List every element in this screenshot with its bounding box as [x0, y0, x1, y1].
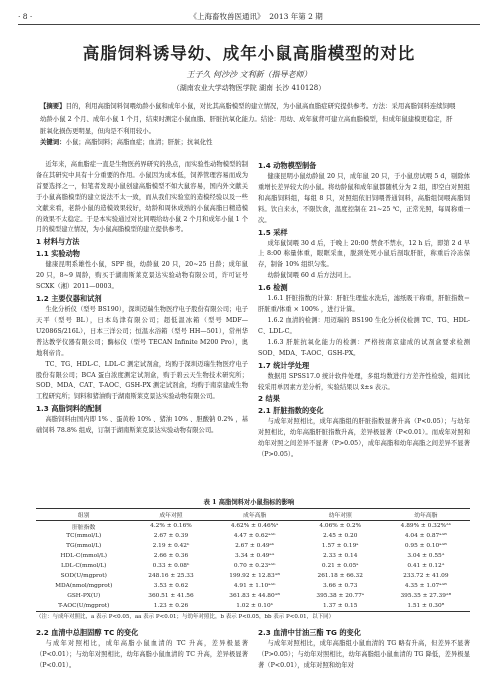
table-row-label: SOD(U/mgprot): [60, 573, 107, 579]
table-cell: 395.35 ± 27.39ᴬᴮ: [400, 593, 452, 599]
subsection-heading: 2.2 血清中总胆固醇 TC 的变化: [36, 628, 139, 637]
intro-paragraph: 近年来，高血脂症一直是生物医药界研究的热点，而实验性动物模型的制备在其研究中具有十分重要的作用。小鼠因为成本低，饲养管理容易而成为首要选择之一，但笔者发现小鼠创建高脂模型不如大鼠容易，国内外文献关于小鼠高脂模型的建立说法不太一致，而从我们实验室的造模经验以及一些文献来看，老龄小鼠的造模效果较好，幼龄和周休成熟的小鼠高脂日精造模的效果不太稳定。于是本实验通过对比同喂给幼小鼠 2 个月和成年小鼠 1 个月的模型建立情况，为小鼠高脂模型的建立提供参考。: [36, 161, 248, 234]
table-cell: 2.45 ± 0.20: [323, 533, 358, 539]
journal-issue: 《上海畜牧兽医通讯》 2013 年第 2 期: [189, 11, 323, 21]
running-header: [18, 10, 480, 22]
page-number: · 8 ·: [18, 11, 33, 21]
paragraph: 健康昆明小鼠幼龄鼠 20 只，成年鼠 20 只，于小鼠房试喂 5 d，剔除体重增长差异较大的小鼠。将幼龄鼠和成年鼠都随机分为 2 组，即空白对照组和高脂饲料组，每组 8 只，对照组依旧饲喂普通饲料，高脂组饲喂高脂饲料。饮自来水，不限饮食，温度控制在 21~25 ℃，正常光照，每周称重一次。: [258, 173, 470, 224]
subsection-heading: 1.2 主要仪器和试剂: [36, 294, 102, 304]
table-cell: 0.33 ± 0.08ᵇ: [152, 563, 190, 569]
table-cell: 4.89% ± 0.32%ᴬᵇ: [400, 523, 451, 529]
paragraph: 高脂饲料由国内即 1% 、蛋黄粉 10% 、猪油 10% 、胆酸钠 0.2% ，基础饲料 78.8% 组成，订制于湖南斯莱克景达实验动物有限公司。: [36, 416, 248, 435]
subsection-heading: 2.3 血清中甘油三酯 TG 的变化: [258, 628, 361, 637]
subsection-heading: 1.3 高脂饲料的配制: [36, 404, 102, 414]
keywords-label: 关键词：: [40, 138, 66, 146]
abstract: [40, 100, 458, 138]
table-cell: 0.95 ± 0.10ᵃᴬᴮ: [404, 543, 447, 549]
table-row-label: GSH-PX(U): [67, 593, 101, 599]
table-row: [36, 601, 470, 612]
subsection-heading: 1.1 实验动物: [36, 249, 80, 259]
section-heading: 1 材料与方法: [36, 237, 80, 247]
table-cell: 4.04 ± 0.87ᵃᴬᴮ: [404, 533, 447, 539]
table-cell: 1.37 ± 0.15: [299, 601, 382, 612]
table-cell: 3.34 ± 0.49ᵃᴬ: [235, 553, 275, 559]
table-cell: 4.47 ± 0.62ᵃᴬᵇ: [233, 533, 276, 539]
table-cell: 4.62% ± 0.46%ᵃ: [230, 523, 279, 529]
table-cell: 2.67 ± 0.49ᵃᵇ: [235, 543, 275, 549]
table-cell: 4.2% ± 0.16%: [150, 523, 192, 529]
table-cell: 1.02 ± 0.10ᵇ: [210, 601, 298, 612]
paragraph: 与成年对照相比，成年高脂组的肝脏指数显著升高（P<0.05）；与幼年对照相比，幼年高脂肝脏指数升高，差异极显著（P<0.01）。而成年对照和幼年对照之间差异不显著（P>0.05），成年高脂和幼年高脂之间差异不显著（P>0.05）。: [258, 418, 470, 459]
table-row: [36, 541, 470, 551]
authors: 王子久 何沙沙 文利新（指导老师）: [186, 70, 312, 79]
table-cell: 0.41 ± 0.12ᴬ: [407, 563, 445, 569]
section-heading: 2 结果: [258, 394, 280, 404]
table-row: [36, 591, 470, 601]
table-row-label: TC(mmol/L): [66, 533, 102, 539]
paragraph: 成年鼠饲喂 30 d 后，于晚上 20:00 禁食不禁水，12 h 后，即第 2 d 早上 8:00 称量体重，眼眶采血，脱颈处死小鼠后剖取肝脏，称重后冷冻保存，制备 10% 组织匀浆。: [258, 239, 470, 269]
table-row: [36, 581, 470, 591]
table-cell: 199.92 ± 12.83ᴬᴮ: [229, 573, 280, 579]
table-cell: 4.06% ± 0.2%: [319, 523, 362, 529]
subsection-heading: 2.1 肝脏指数的变化: [258, 406, 324, 416]
affiliation: （湖南农业大学动物医学院 湖南 长沙 410128）: [172, 84, 326, 92]
table-cell: 2.66 ± 0.36: [153, 553, 189, 559]
table-cell: 2.19 ± 0.42ᵇ: [152, 543, 190, 549]
table-cell: 0.70 ± 0.23ᵃᴬᵇ: [233, 563, 276, 569]
subsection-heading: 1.4 动物模型制备: [258, 161, 317, 170]
abstract-label: 【摘要】: [40, 102, 66, 110]
table-row-label: T-AOC(U/mgprot): [36, 601, 131, 612]
paragraph: 与成年对照相比，成年高脂组小鼠血清的 TG 略有升高，但差异不显著（P>0.05）；与幼年对照相比，幼年高脂组小鼠血清的 TG 降低，差异极显著（P<0.01），成年对照和幼年对: [258, 640, 470, 669]
table-row: [36, 561, 470, 571]
paragraph: 1.6.2 血清的检测：用迈瑞的 BS190 生化分析仪检测 TC、TG、HDL-C、LDL-C。: [258, 316, 470, 335]
table-cell: 3.04 ± 0.55ᴬ: [407, 553, 445, 559]
table-cell: 3.53 ± 0.62: [153, 583, 189, 589]
abstract-text: 目的，利用高脂饲料饲喂幼龄小鼠和成年小鼠，对比其高脂模型的建立情况，为小鼠高血脂症研究提供参考。方法：采用高脂饲料连续饲喂幼龄小鼠 2 个月、成年小鼠 1 个月，结束时测定小鼠血脂、肝脏抗氧化能力。结论：用幼、成年鼠背可建立高血脂模型，但成年鼠建模更稳定，肝脏氧化损伤更明显，但肉是不利用较小。: [40, 102, 456, 136]
paragraph: 生化分析仪（型号 BS190），深圳迈瑞生物医疗电子股份有限公司；电子天平（型号 BL），日本岛津有限公司；超低温冰箱（型号 MDF—U2086S/216L），日本三洋公司；恒温水浴箱（型号 HH—501），常州华普达教学仪器有限公司；酶标仪（型号 TECAN Infinite M200 Pro），奥地利帝肯。: [36, 306, 248, 357]
keywords-text: 小鼠；高脂饲料；高脂血症；血清；肝脏；抗氧化性: [65, 138, 213, 146]
table-header-row: [36, 509, 470, 521]
paragraph: 1.6.3 肝脏抗氧化能力的检测：严格按南京建成的试剂盒要求检测 SOD、MDA、T-AOC、GSH-PX。: [258, 338, 470, 357]
right-column: [258, 160, 470, 461]
table-row-label: TG(mmol/L): [66, 543, 102, 549]
article-title: 高脂饲料诱导幼、成年小鼠高脂模型的对比: [82, 44, 416, 63]
table-row: [36, 531, 470, 541]
results-table: [36, 508, 470, 612]
table-title: 表 1 高脂饲料对小鼠指标的影响: [203, 499, 295, 506]
keywords: [40, 137, 458, 146]
table-cell: 360.51 ± 41.56: [148, 593, 194, 599]
paragraph: TC、TG、HDL-C、LDL-C 测定试剂盒，均购于深圳迈瑞生物医疗电子股份有限公司；BCA 蛋白浓度测定试剂盒，购于碧云天生物技术研究所；SOD、MDA、CAT、T-AOC、GSH-PX 测定试剂盒，均购于南京建成生物工程研究所；饲料和猪油购于湖南斯莱克景达实验动物有限公司。: [36, 360, 248, 401]
table-cell: 2.33 ± 0.14: [323, 553, 358, 559]
table-row-label: MDA(nmol/mgprot): [55, 583, 113, 589]
table-cell: 4.91 ± 1.10ᵃᴬᵇ: [233, 583, 276, 589]
table-header: 幼年对照: [299, 509, 382, 521]
header-rule: [18, 24, 480, 25]
table-header: 成年高脂: [210, 509, 298, 521]
table-row: [36, 571, 470, 581]
table-cell: 2.67 ± 0.39: [153, 533, 189, 539]
table-cell: 361.83 ± 44.80ᴬᴮ: [229, 593, 280, 599]
table-header: 幼年高脂: [382, 509, 470, 521]
table-cell: 4.35 ± 1.07ᵃᴬᴮ: [404, 583, 447, 589]
table-cell: 261.18 ± 66.32: [317, 573, 363, 579]
table-cell: 1.57 ± 0.19ᵃ: [321, 543, 359, 549]
table-cell: 3.66 ± 0.73: [323, 583, 358, 589]
subsection-heading: 1.7 统计学处理: [258, 360, 310, 370]
table-row-label: HDL-C(mmol/L): [60, 553, 108, 559]
table-row-label: 肝脏指数: [72, 524, 96, 531]
paragraph: 数据用 SPSS17.0 统计软件处理，多组均数进行方差齐性检验，组间比较采用单因素方差分析，实验结果以 x̄±s 表示。: [258, 372, 470, 391]
bottom-left-column: [36, 627, 248, 672]
table-row: [36, 551, 470, 561]
paragraph: 健康昆明系雄性小鼠，SPF 级，幼龄鼠 20 只，20~25 日龄；成年鼠 20 只，8~9 周龄，购买于湖南斯莱克景达实验动物有限公司，许可证号 SCXK（湘）2011—0003。: [36, 261, 248, 291]
table-cell: 395.38 ± 20.77ᵃ: [316, 593, 365, 599]
subsection-heading: 1.6 检测: [258, 283, 288, 293]
table-cell: 233.72 ± 41.09: [403, 573, 449, 579]
table-cell: 1.23 ± 0.26: [131, 601, 210, 612]
table-cell: 248.16 ± 25.33: [148, 573, 194, 579]
table-cell: 0.21 ± 0.05ᵃ: [321, 563, 359, 569]
paragraph: 1.6.1 肝脏指数的计算：肝脏生理盐水洗后，滤纸吸干称重，肝脏指数＝肝脏重/体重 × 100% ，进行计算。: [258, 295, 470, 314]
paragraph: 幼龄鼠饲喂 60 d 后方法同上。: [267, 272, 355, 280]
table-note: （注：与成年对照比，a 表示 P<0.05，aa 表示 P<0.01；与幼年对照比，b 表示 P<0.05，bb 表示 P<0.01，以下同）: [36, 614, 335, 620]
table-row: [36, 521, 470, 532]
table-cell: 1.51 ± 0.30ᴮ: [382, 601, 470, 612]
paragraph: 与成年对照相比，成年高脂小鼠血清的 TC 升高，差异极显著（P<0.01）；与幼年对照相比，幼年高脂小鼠血清的 TC 升高，差异极显著（P<0.01）。: [36, 640, 248, 669]
left-column: [36, 160, 248, 437]
table-header: 组别: [36, 509, 131, 521]
bottom-right-column: [258, 627, 470, 672]
table-header: 成年对照: [131, 509, 210, 521]
table-row-label: LDL-C(mmol/L): [61, 563, 107, 569]
subsection-heading: 1.5 采样: [258, 227, 288, 237]
